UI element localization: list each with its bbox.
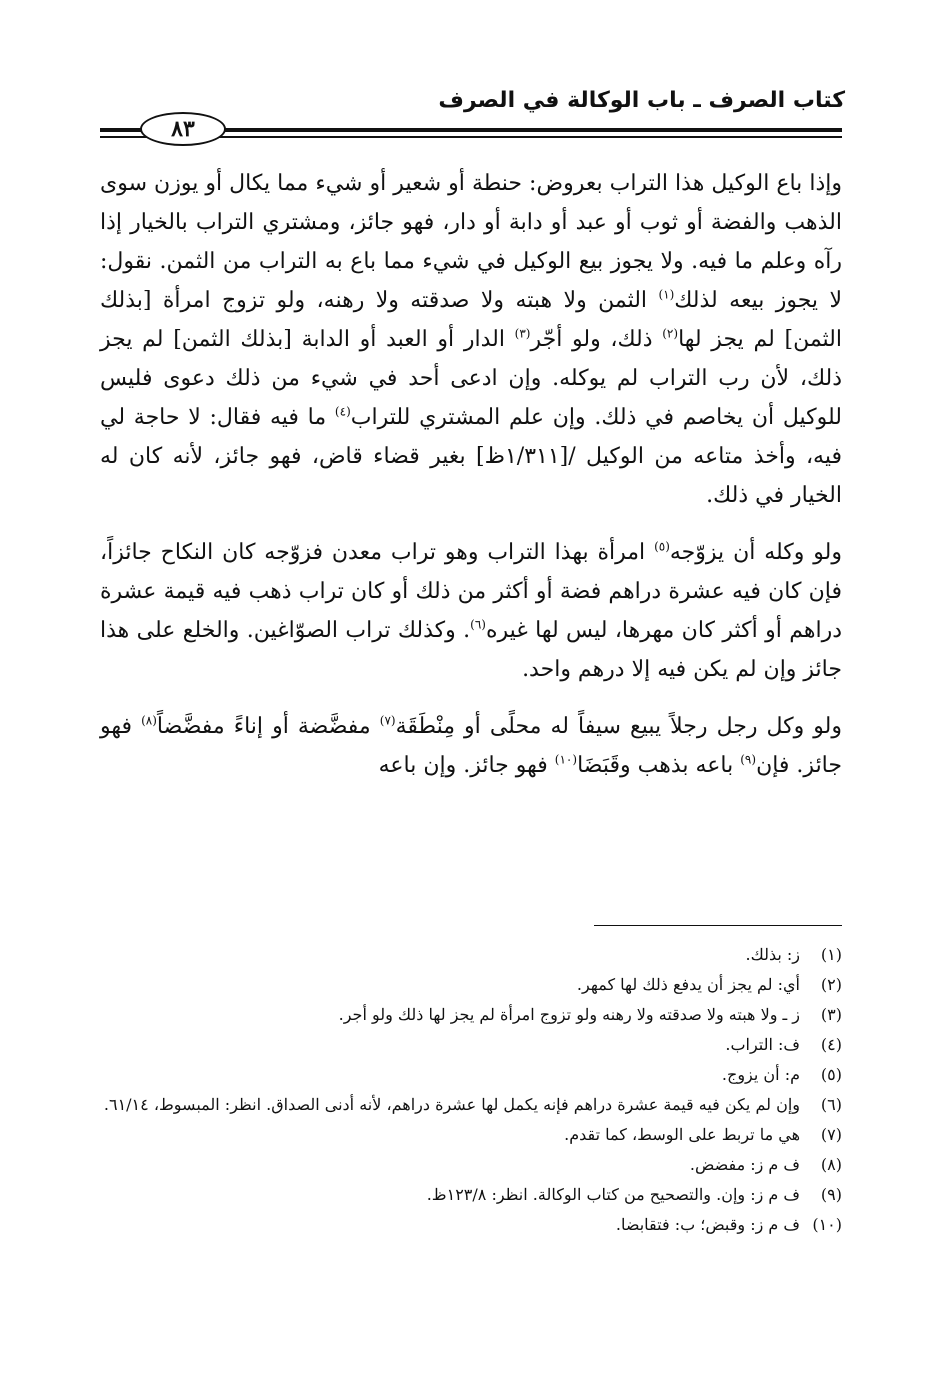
footnote-item xyxy=(90,1120,842,1150)
footnote-marker: (٤) xyxy=(334,404,351,419)
text-run: فهو جائز. فإن xyxy=(100,714,842,778)
footnote-item xyxy=(90,1210,842,1240)
text-run: وإذا باع الوكيل هذا التراب بعروض: حنطة أو شعير أو شيء مما يكال أو يوزن سوى الذهب والفضة أو ثوب أو عبد أو دابة أو دار، فهو جائز، ومشتري التراب بالخيار إذا رآه وعلم ما فيه. ولا يجوز بيع الوكيل في شيء مما باع به التراب من الثمن. نقول: لا يجوز بيعه لذلك xyxy=(100,171,842,313)
footnote-number: (٩) xyxy=(820,1185,842,1204)
footnote-number: (٥) xyxy=(820,1065,842,1084)
footnote-number: (٧) xyxy=(820,1125,842,1144)
footnotes xyxy=(90,940,842,1240)
footnote-item xyxy=(90,1030,842,1060)
footnote-marker: (٧) xyxy=(379,713,396,728)
text-run: الدار أو العبد أو الدابة [بذلك الثمن] لم يجز ذلك، لأن رب التراب لم يوكله. وإن ادعى أحد في شيء من ذلك دعوى فليس للوكيل أن يخاصم في ذلك. وإن علم المشتري للتراب xyxy=(100,327,842,430)
paragraph xyxy=(100,707,842,785)
text-run: الثمن ولا هبته ولا صدقته ولا رهنه، ولو تزوج امرأة [بذلك الثمن] لم يجز لها xyxy=(100,288,842,352)
text-run: ما فيه فقال: لا حاجة لي فيه، وأخذ متاعه من الوكيل /[١/٣١١ظ] بغير قضاء قاض، فهو جائز، لأنه كان له الخيار في ذلك. xyxy=(100,405,842,508)
footnote-text: ف: التراب. xyxy=(725,1035,800,1054)
footnote-item xyxy=(90,1180,842,1210)
footnote-marker: (٦) xyxy=(470,617,486,632)
footnote-text: ز ـ ولا هبته ولا صدقته ولا رهنه ولو تزوج امرأة لم يجز لها ذلك ولو أجر. xyxy=(338,1005,800,1024)
text-run: ولو وكله أن يزوّجه xyxy=(669,540,842,565)
footnote-number: (١٠) xyxy=(812,1215,842,1234)
footnote-text: أي: لم يجز أن يدفع ذلك لها كمهر. xyxy=(576,975,800,994)
footnote-item xyxy=(90,1090,842,1120)
footnote-number: (٦) xyxy=(820,1095,842,1114)
footnote-number: (٤) xyxy=(820,1035,842,1054)
footnote-text: هي ما تربط على الوسط، كما تقدم. xyxy=(564,1125,800,1144)
footnote-item xyxy=(90,1000,842,1030)
footnote-marker: (٥) xyxy=(654,539,670,554)
text-run: ولو وكل رجل رجلاً يبيع سيفاً له محلًى أو مِنْطَقَة xyxy=(395,714,843,739)
footnote-number: (٨) xyxy=(820,1155,842,1174)
page-number: ٨٣ xyxy=(140,112,226,146)
text-run: باعه بذهب وقَبَضَا xyxy=(577,753,741,778)
footnote-text: وإن لم يكن فيه قيمة عشرة دراهم فإنه يكمل لها عشرة دراهم، لأنه أدنى الصداق. انظر: المبسوط، ٦١/١٤. xyxy=(103,1095,800,1114)
footnote-separator xyxy=(594,925,842,926)
running-header-title: كتاب الصرف ـ باب الوكالة في الصرف xyxy=(438,88,845,113)
footnote-number: (١) xyxy=(820,945,842,964)
footnote-number: (٣) xyxy=(820,1005,842,1024)
text-run: . وكذلك تراب الصوّاغين. والخلع على هذا جائز وإن لم يكن فيه إلا درهم واحد. xyxy=(100,618,842,682)
text-run: ذلك، ولو أجّر xyxy=(530,327,663,352)
footnote-text: ف م ز: مفضض. xyxy=(689,1155,800,1174)
footnote-item xyxy=(90,970,842,1000)
footnote-text: ز: بذلك. xyxy=(745,945,800,964)
footnote-marker: (٨) xyxy=(141,713,157,728)
paragraph xyxy=(100,164,842,515)
footnote-marker: (١) xyxy=(658,287,675,302)
text-run: مفضَّضة أو إناءً مفضَّضاً xyxy=(156,714,380,739)
footnote-item xyxy=(90,940,842,970)
footnote-text: م: أن يزوج. xyxy=(721,1065,800,1084)
footnote-marker: (٢) xyxy=(662,326,679,341)
footnote-item xyxy=(90,1150,842,1180)
footnote-item xyxy=(90,1060,842,1090)
paragraph xyxy=(100,533,842,689)
footnote-marker: (٣) xyxy=(514,326,531,341)
text-run: امرأة بهذا التراب وهو تراب معدن فزوّجه كان النكاح جائزاً، فإن كان فيه عشرة دراهم فضة أو أكثر من ذلك أو كان تراب ذهب فيه قيمة عشرة دراهم أو أكثر كان مهرها، ليس لها غيره xyxy=(100,540,843,643)
footnote-text: ف م ز: وقبض؛ ب: فتقابضا. xyxy=(615,1215,800,1234)
footnote-marker: (١٠) xyxy=(554,752,578,767)
footnote-number: (٢) xyxy=(820,975,842,994)
text-run: فهو جائز. وإن باعه xyxy=(378,753,555,778)
main-text xyxy=(100,164,842,803)
footnote-marker: (٩) xyxy=(740,752,757,767)
footnote-text: ف م ز: وإن. والتصحيح من كتاب الوكالة. انظر: ١٢٣/٨ظ. xyxy=(426,1185,800,1204)
